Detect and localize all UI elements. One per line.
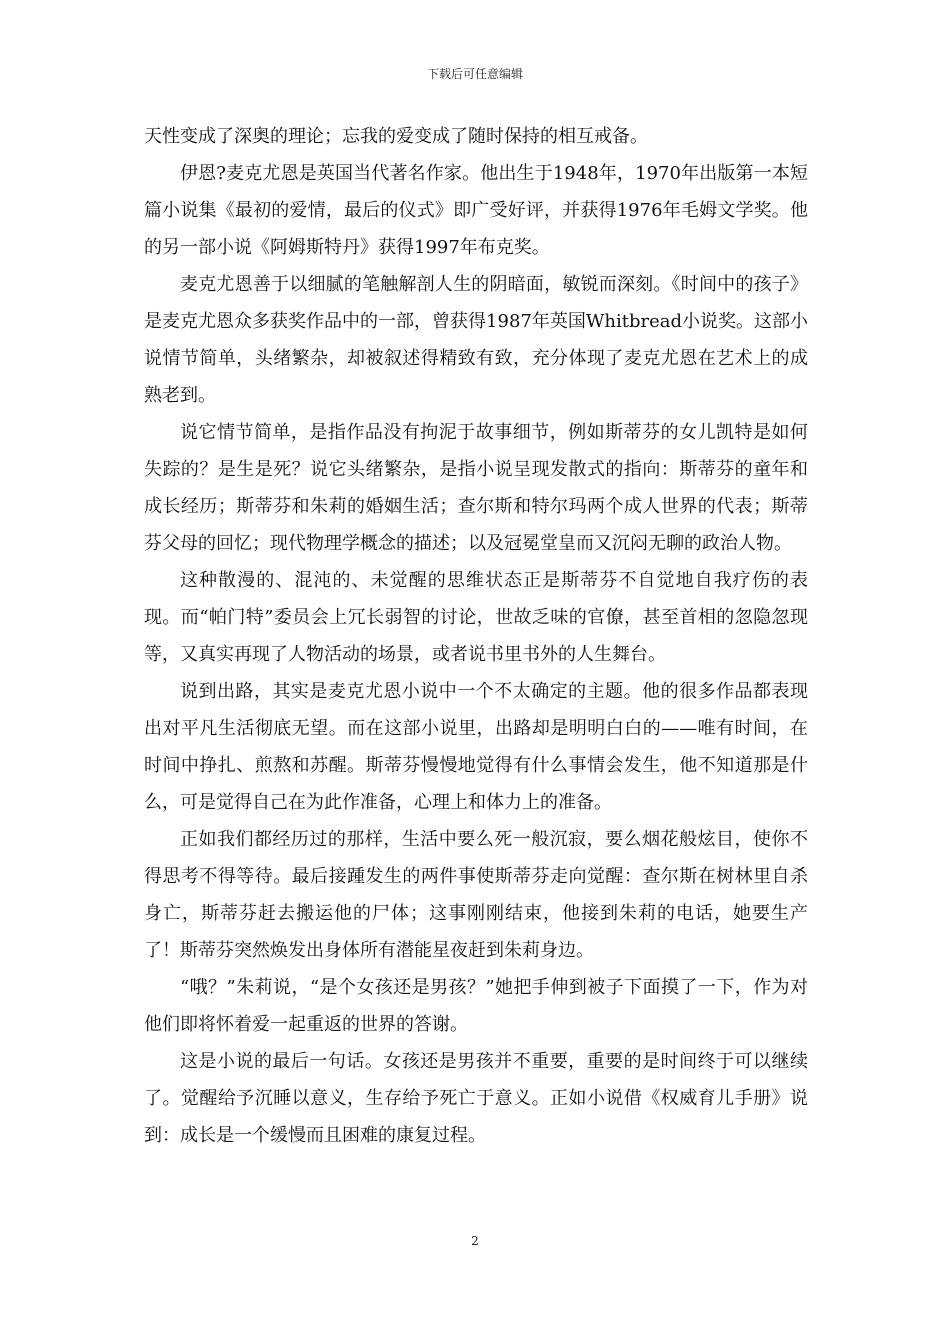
document-body <box>144 118 808 1154</box>
paragraph-state-of-mind: 这种散漫的、混沌的、未觉醒的思维状态正是斯蒂芬不自觉地自我疗伤的表现。而“帕门特”委员会上冗长弱智的讨论，世故乏味的官僚，甚至首相的忽隐忽现等，又真实再现了人物活动的场景，或者说书里书外的人生舞台。 <box>144 570 808 665</box>
paragraph-quote: “哦？”朱莉说，“是个女孩还是男孩？”她把手伸到被子下面摸了一下，作为对他们即将怀着爱一起重返的世界的答谢。 <box>144 977 808 1035</box>
paragraph-continuation: 天性变成了深奥的理论；忘我的爱变成了随时保持的相互戒备。 <box>144 126 648 147</box>
page-number: 2 <box>471 1234 479 1248</box>
paragraph-conclusion: 这是小说的最后一句话。女孩还是男孩并不重要，重要的是时间终于可以继续了。觉醒给予沉睡以意义，生存给予死亡于意义。正如小说借《权威育儿手册》说到：成长是一个缓慢而且困难的康复过程。 <box>144 1051 808 1146</box>
page-header: 下载后可任意编辑 <box>426 67 523 81</box>
paragraph-awakening: 正如我们都经历过的那样，生活中要么死一般沉寂，要么烟花般炫目，使你不得思考不得等待。最后接踵发生的两件事使斯蒂芬走向觉醒：查尔斯在树林里自杀身亡，斯蒂芬赶去搬运他的尸体；这事刚刚结束，他接到朱莉的电话，她要生产了！斯蒂芬突然焕发出身体所有潜能星夜赶到朱莉身边。 <box>144 829 808 961</box>
paragraph-plot: 说它情节简单，是指作品没有拘泥于故事细节，例如斯蒂芬的女儿凯特是如何失踪的？是生是死？说它头绪繁杂，是指小说呈现发散式的指向：斯蒂芬的童年和成长经历；斯蒂芬和朱莉的婚姻生活；查尔斯和特尔玛两个成人世界的代表；斯蒂芬父母的回忆；现代物理学概念的描述；以及冠冕堂皇而又沉闷无聊的政治人物。 <box>144 422 808 554</box>
paragraph-way-out: 说到出路，其实是麦克尤恩小说中一个不太确定的主题。他的很多作品都表现出对平凡生活彻底无望。而在这部小说里，出路却是明明白白的——唯有时间，在时间中挣扎、煎熬和苏醒。斯蒂芬慢慢地觉得有什么事情会发生，他不知道那是什么，可是觉得自己在为此作准备，心理上和体力上的准备。 <box>144 681 808 813</box>
paragraph-style: 麦克尤恩善于以细腻的笔触解剖人生的阴暗面，敏锐而深刻。《时间中的孩子》是麦克尤恩众多获奖作品中的一部，曾获得1987年英国Whitbread小说奖。这部小说情节简单，头绪繁杂，却被叙述得精致有致，充分体现了麦克尤恩在艺术上的成熟老到。 <box>144 274 808 406</box>
paragraph-author-intro: 伊恩?麦克尤恩是英国当代著名作家。他出生于1948年，1970年出版第一本短篇小说集《最初的爱情，最后的仪式》即广受好评，并获得1976年毛姆文学奖。他的另一部小说《阿姆斯特丹》获得1997年布克奖。 <box>144 163 808 258</box>
